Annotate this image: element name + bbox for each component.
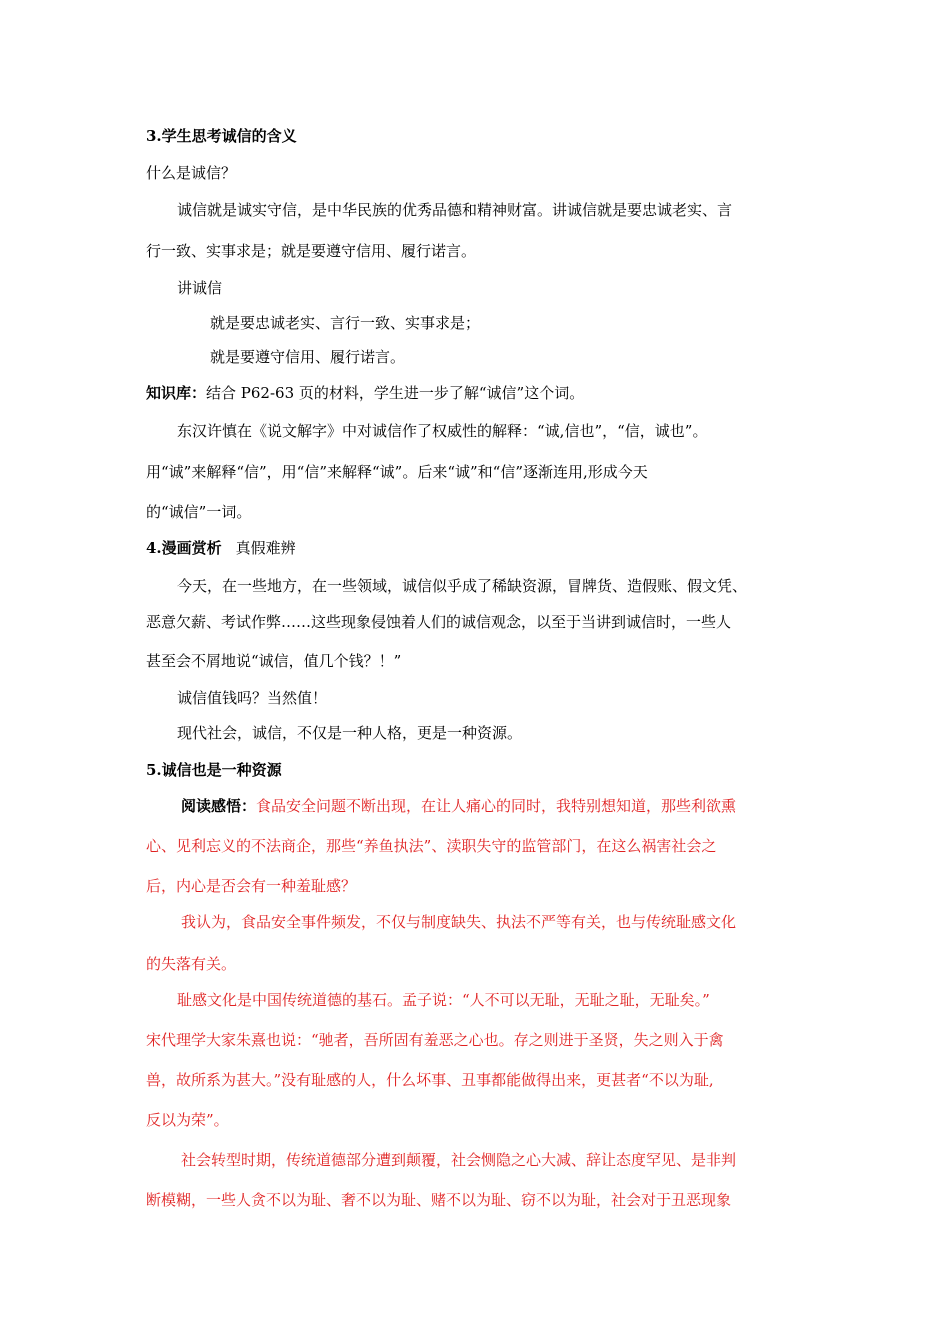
paragraph-line: 兽，故所系为甚大。”没有耻感的人，什么坏事、丑事都能做得出来，更甚者“不以为耻, <box>146 1071 714 1089</box>
sub-label: 讲诚信 <box>177 279 223 297</box>
knowledge-paragraph <box>146 383 584 403</box>
paragraph-line: 现代社会，诚信，不仅是一种人格，更是一种资源。 <box>177 724 523 742</box>
paragraph-line: 社会转型时期，传统道德部分遭到颠覆，社会恻隐之心大减、辞让态度罕见、是非判 <box>181 1151 737 1169</box>
paragraph-line: 后，内心是否会有一种羞耻感？ <box>146 877 357 895</box>
paragraph-line: 的“诚信”一词。 <box>146 503 252 521</box>
section5-heading: 5.诚信也是一种资源 <box>146 761 282 779</box>
reading-paragraph <box>181 796 736 816</box>
paragraph-line: 心、见利忘义的不法商企，那些“养鱼执法”、渎职失守的监管部门，在这么祸害社会之 <box>146 837 717 855</box>
paragraph-line: 断模糊，一些人贪不以为耻、奢不以为耻、赌不以为耻、窃不以为耻，社会对于丑恶现象 <box>146 1191 732 1209</box>
paragraph-line: 诚信值钱吗？当然值！ <box>177 689 328 707</box>
section3-heading: 3.学生思考诚信的含义 <box>146 127 297 145</box>
section4-heading-main: 4.漫画赏析 <box>146 539 222 557</box>
paragraph-line: 东汉许慎在《说文解字》中对诚信作了权威性的解释：“诚,信也”，“信，诚也”。 <box>177 422 708 440</box>
paragraph-line: 今天，在一些地方，在一些领域，诚信似乎成了稀缺资源，冒牌货、造假账、假文凭、 <box>177 577 748 595</box>
knowledge-label: 知识库： <box>146 384 207 402</box>
paragraph-line: 耻感文化是中国传统道德的基石。孟子说：“人不可以无耻，无耻之耻，无耻矣。” <box>177 991 710 1009</box>
paragraph-line: 反以为荣”。 <box>146 1111 229 1129</box>
paragraph-line: 的失落有关。 <box>146 955 237 973</box>
paragraph-line: 行一致、实事求是；就是要遵守信用、履行诺言。 <box>146 242 477 260</box>
reading-text: 食品安全问题不断出现，在让人痛心的同时，我特别想知道，那些利欲熏 <box>256 797 737 815</box>
paragraph-line: 恶意欠薪、考试作弊……这些现象侵蚀着人们的诚信观念，以至于当讲到诚信时，一些人 <box>146 613 732 631</box>
paragraph-line: 用“诚”来解释“信”，用“信”来解释“诚”。后来“诚”和“信”逐渐连用,形成今天 <box>146 463 648 481</box>
sub-item: 就是要遵守信用、履行诺言。 <box>210 348 406 366</box>
reading-label: 阅读感悟： <box>181 797 257 815</box>
knowledge-text: 结合 P62-63 页的材料，学生进一步了解“诚信”这个词。 <box>206 384 585 402</box>
paragraph-line: 宋代理学大家朱熹也说：“驰者，吾所固有羞恶之心也。存之则进于圣贤，失之则入于禽 <box>146 1031 724 1049</box>
section4-heading <box>146 538 296 558</box>
section4-heading-sub: 真假难辨 <box>235 539 296 557</box>
sub-item: 就是要忠诚老实、言行一致、实事求是； <box>210 314 481 332</box>
paragraph-line: 诚信就是诚实守信，是中华民族的优秀品德和精神财富。讲诚信就是要忠诚老实、言 <box>177 201 733 219</box>
question-text: 什么是诚信？ <box>146 164 237 182</box>
paragraph-line: 甚至会不屑地说“诚信，值几个钱？！” <box>146 652 402 670</box>
paragraph-line: 我认为，食品安全事件频发，不仅与制度缺失、执法不严等有关，也与传统耻感文化 <box>181 913 737 931</box>
